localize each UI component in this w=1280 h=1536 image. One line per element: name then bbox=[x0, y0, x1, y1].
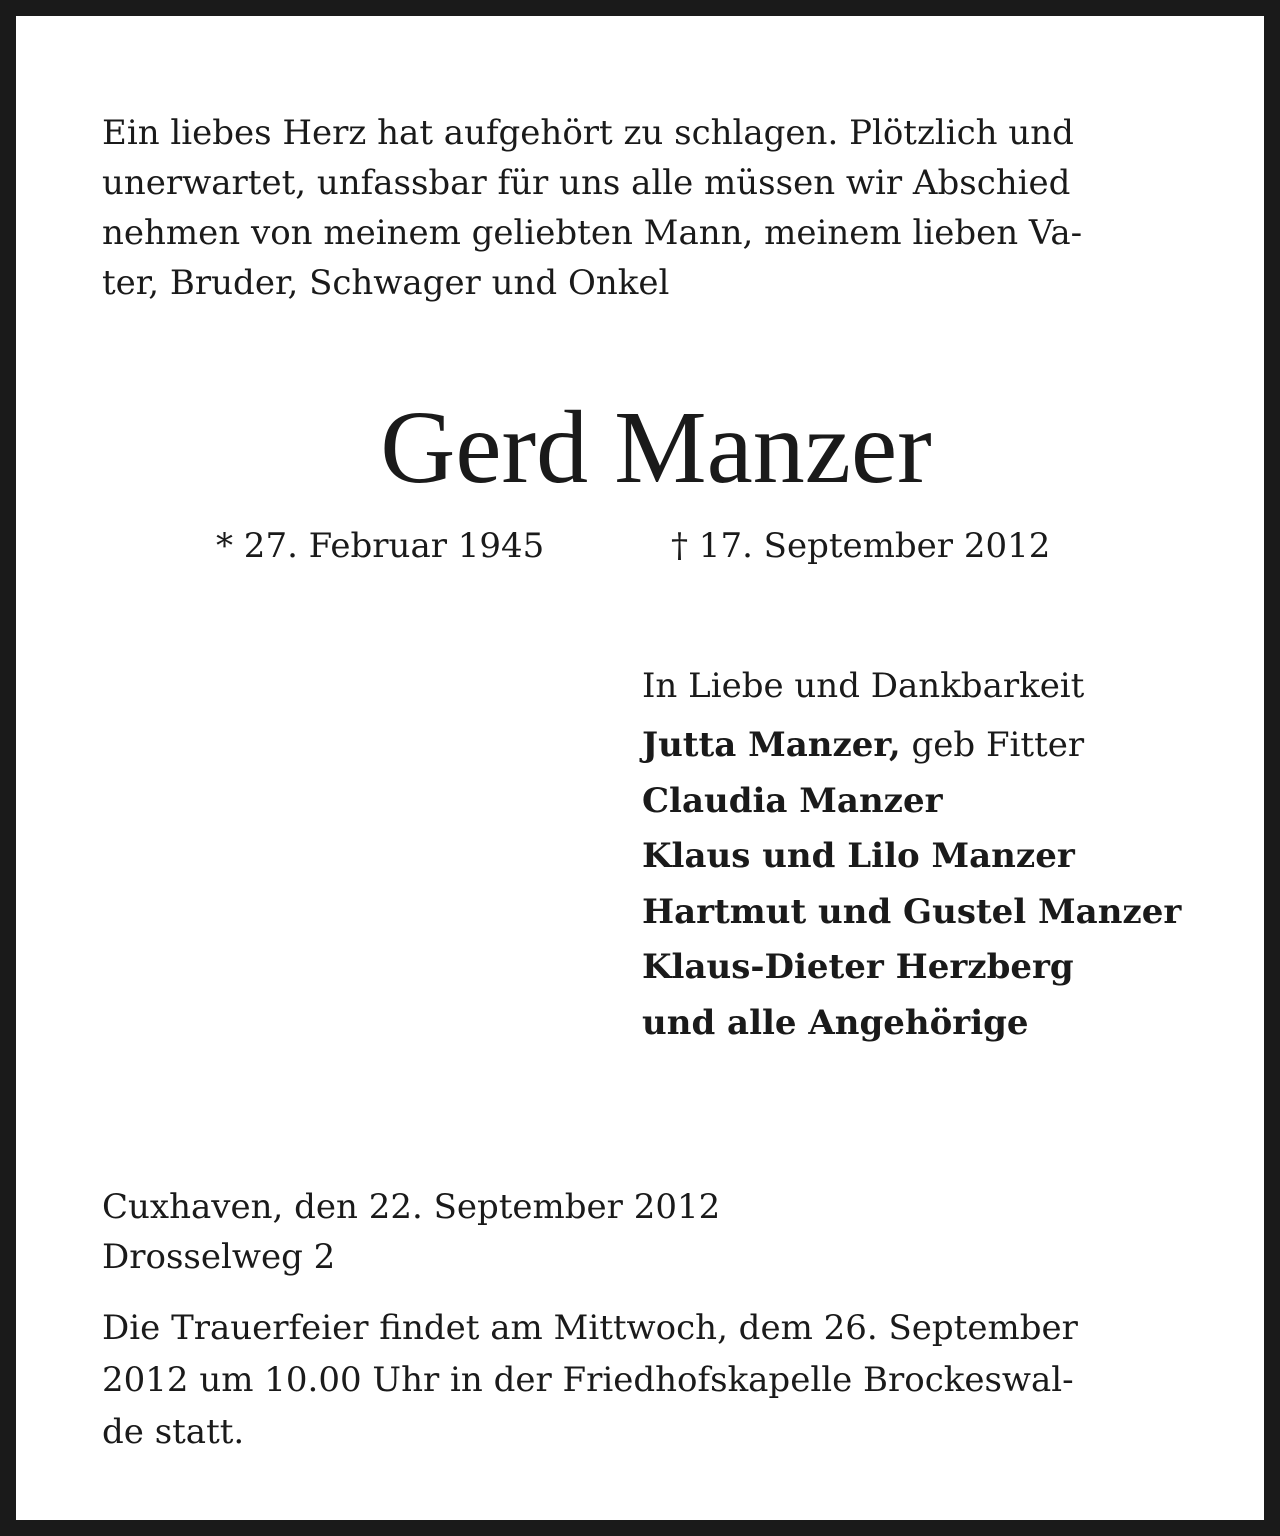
funeral-service-text bbox=[102, 1302, 1212, 1458]
mourner-name: Hartmut und Gustel Manzer bbox=[642, 891, 1182, 932]
place-block bbox=[102, 1182, 720, 1282]
mourner-item bbox=[642, 940, 1262, 996]
birth-date: * 27. Februar 1945 bbox=[216, 526, 545, 566]
mourner-name: Jutta Manzer, bbox=[642, 725, 901, 765]
service-line: Die Trauerfeier findet am Mittwoch, dem 26. September bbox=[102, 1308, 1078, 1348]
dedication: In Liebe und Dankbarkeit bbox=[642, 666, 1085, 706]
intro-line: unerwartet, unfassbar für uns alle müssen wir Abschied bbox=[102, 163, 1071, 203]
intro-line: ter, Bruder, Schwager und Onkel bbox=[102, 263, 670, 303]
place-city-date: Cuxhaven, den 22. September 2012 bbox=[102, 1187, 721, 1227]
mourner-name: Klaus und Lilo Manzer bbox=[642, 836, 1075, 876]
mourner-item bbox=[642, 718, 1262, 774]
place-street: Drosselweg 2 bbox=[102, 1237, 336, 1277]
mourners-block bbox=[642, 664, 1262, 1051]
intro-text bbox=[102, 108, 1212, 308]
mourner-name: und alle Angehörige bbox=[642, 1002, 1029, 1043]
mourner-name: Klaus-Dieter Herzberg bbox=[642, 947, 1074, 987]
mourner-name: Claudia Manzer bbox=[642, 780, 943, 821]
mourner-item bbox=[642, 996, 1262, 1052]
service-line: 2012 um 10.00 Uhr in der Friedhofskapelle Brockeswal- bbox=[102, 1360, 1074, 1400]
mourner-note: geb Fitter bbox=[900, 725, 1085, 765]
deceased-name: Gerd Manzer bbox=[380, 390, 932, 505]
mourner-item bbox=[642, 774, 1262, 830]
mourner-item bbox=[642, 829, 1262, 885]
intro-line: Ein liebes Herz hat aufgehört zu schlagen. Plötzlich und bbox=[102, 113, 1074, 153]
service-line: de statt. bbox=[102, 1412, 245, 1452]
mourner-item bbox=[642, 885, 1262, 941]
intro-line: nehmen von meinem geliebten Mann, meinem lieben Va- bbox=[102, 213, 1083, 253]
death-date: † 17. September 2012 bbox=[671, 526, 1051, 566]
